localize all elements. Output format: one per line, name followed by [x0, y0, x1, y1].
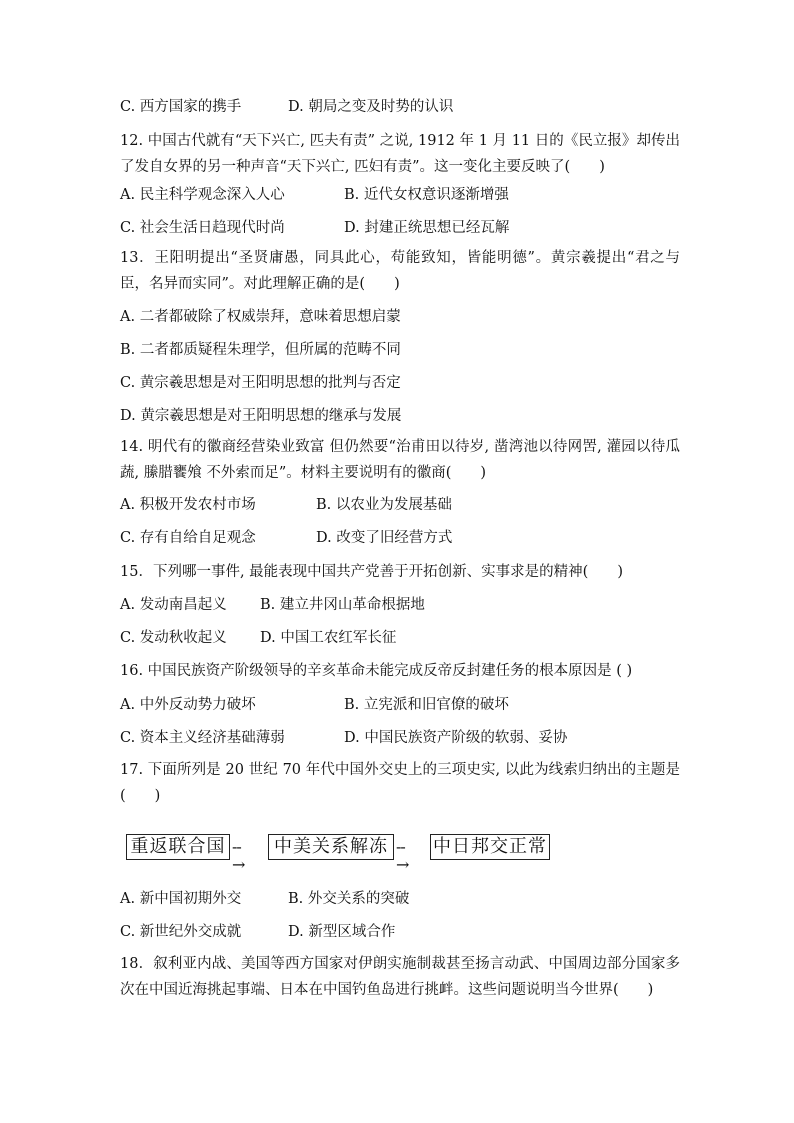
q12-option-d: D. 封建正统思想已经瓦解: [344, 220, 510, 236]
q17-option-a: A. 新中国初期外交: [120, 891, 242, 907]
q17-stem: 17. 下面所列是 20 世纪 70 年代中国外交史上的三项史实, 以此为线索归纳出的主题是( ): [120, 762, 680, 804]
q12-option-c: C. 社会生活日趋现代时尚: [120, 220, 285, 236]
q13-option-a: A. 二者都破除了权威崇拜，意味着思想启蒙: [120, 309, 401, 325]
q13-option-b: B. 二者都质疑程朱理学，但所属的范畴不同: [120, 342, 401, 358]
q15-option-a: A. 发动南昌起义: [120, 597, 227, 613]
q15-stem: 15．下列哪一事件, 最能表现中国共产党善于开拓创新、实事求是的精神( ): [120, 564, 623, 580]
q17-option-c: C. 新世纪外交成就: [120, 924, 242, 940]
q16-option-d: D. 中国民族资产阶级的软弱、妥协: [344, 730, 568, 746]
q16-stem: 16. 中国民族资产阶级领导的辛亥革命未能完成反帝反封建任务的根本原因是 ( ): [120, 663, 633, 679]
q14-option-d: D. 改变了旧经营方式: [316, 530, 453, 546]
flow-arrow-1: --→: [232, 837, 245, 874]
flow-box-un-return: 重返联合国: [126, 834, 230, 860]
q14-option-a: A. 积极开发农村市场: [120, 497, 256, 513]
q14-stem: 14. 明代有的徽商经营染业致富 但仍然要“治甫田以待岁, 凿湾池以待网罟, 灌园以待瓜蔬, 縢腊饔飧 不外索而足”。材料主要说明有的徽商( ): [120, 439, 680, 481]
q16-option-a: A. 中外反动势力破坏: [120, 697, 256, 713]
flow-box-sino-japan-normalization: 中日邦交正常: [430, 834, 550, 860]
q13-option-c: C. 黄宗羲思想是对王阳明思想的批判与否定: [120, 375, 401, 391]
q12-stem: 12. 中国古代就有“天下兴亡, 匹夫有责” 之说, 1912 年 1 月 11 日的《民立报》却传出了发自女界的另一种声音“天下兴亡, 匹妇有责”。这一变化主要反映了( ): [120, 133, 680, 175]
q15-option-b: B. 建立井冈山革命根据地: [260, 597, 425, 613]
q17-option-b: B. 外交关系的突破: [288, 891, 410, 907]
q13-stem: 13．王阳明提出“圣贤庸愚，同具此心，苟能致知，皆能明德”。黄宗羲提出“君之与臣，名异而实同”。对此理解正确的是( ): [120, 250, 680, 292]
q14-option-c: C. 存有自给自足观念: [120, 530, 256, 546]
q15-option-d: D. 中国工农红军长征: [260, 630, 397, 646]
q11-option-c: C. 西方国家的携手: [120, 99, 242, 115]
q16-option-c: C. 资本主义经济基础薄弱: [120, 730, 285, 746]
q12-option-a: A. 民主科学观念深入人心: [120, 187, 285, 203]
q15-option-c: C. 发动秋收起义: [120, 630, 227, 646]
q11-option-d: D. 朝局之变及时势的认识: [288, 99, 454, 115]
q13-option-d: D. 黄宗羲思想是对王阳明思想的继承与发展: [120, 408, 402, 424]
q14-option-b: B. 以农业为发展基础: [316, 497, 452, 513]
q17-option-d: D. 新型区域合作: [288, 924, 396, 940]
flow-box-sino-us-thaw: 中美关系解冻: [268, 834, 394, 860]
q12-option-b: B. 近代女权意识逐渐增强: [344, 187, 509, 203]
flow-arrow-2: --→: [396, 837, 409, 874]
q16-option-b: B. 立宪派和旧官僚的破坏: [344, 697, 509, 713]
q18-stem: 18．叙利亚内战、美国等西方国家对伊朗实施制裁甚至扬言动武、中国周边部分国家多次在中国近海挑起事端、日本在中国钓鱼岛进行挑衅。这些问题说明当今世界( ): [120, 956, 680, 998]
